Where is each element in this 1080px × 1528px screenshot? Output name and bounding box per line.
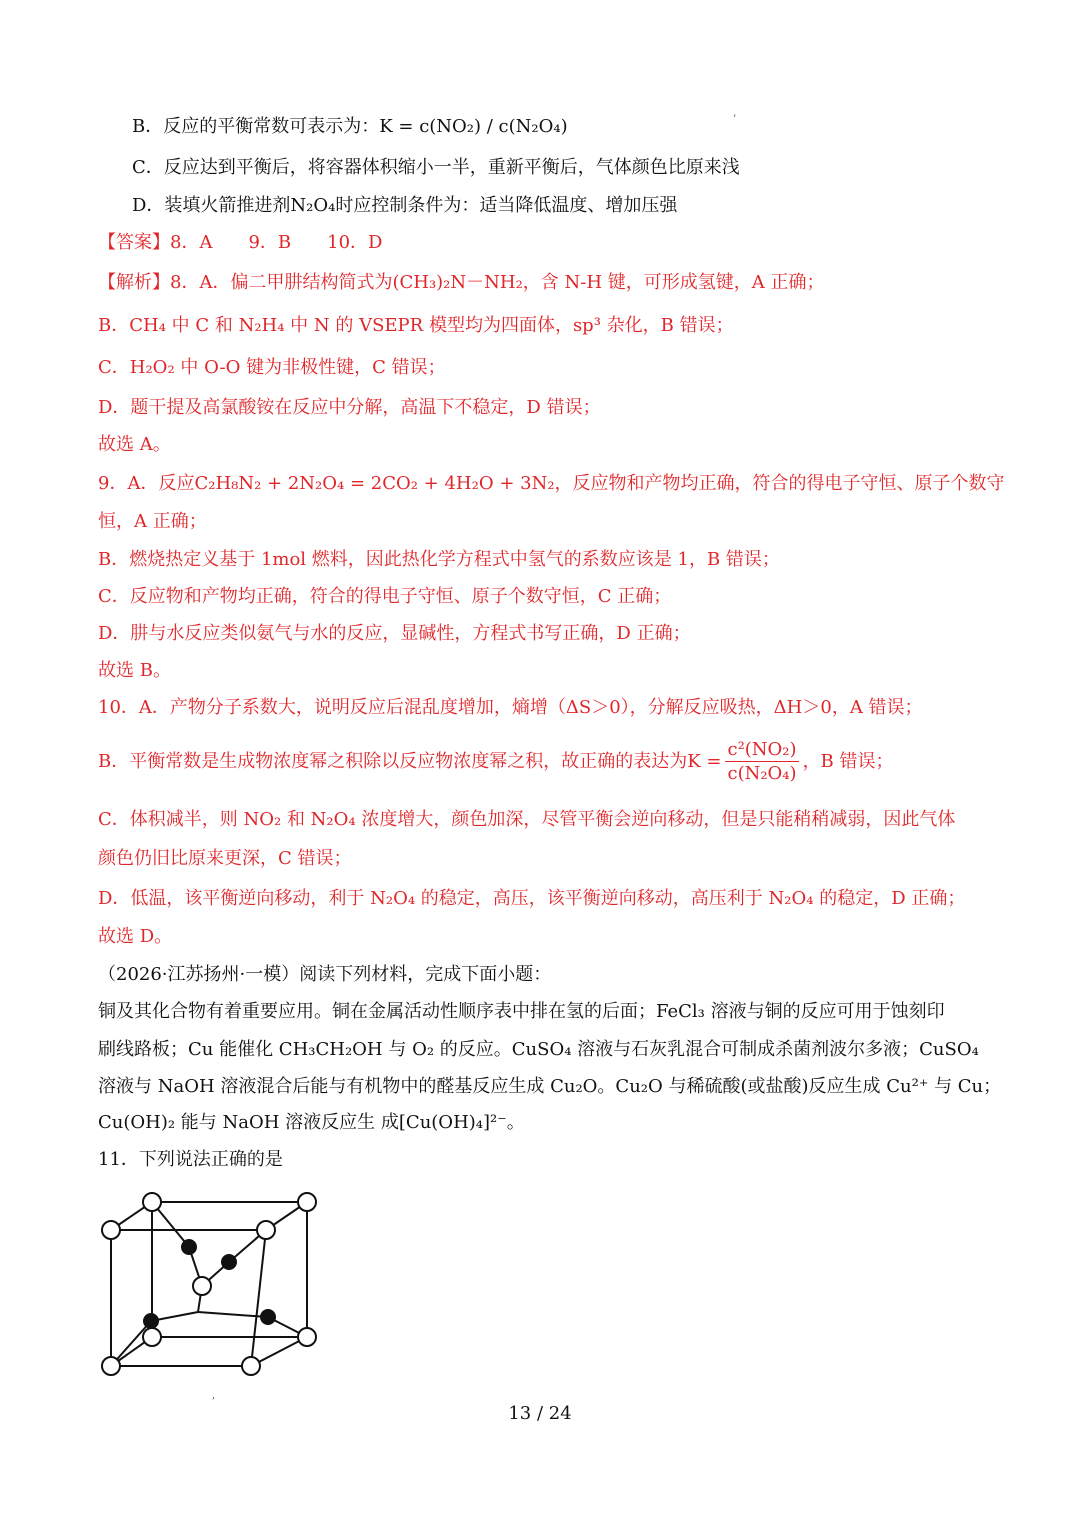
explain-10-d: D．低温，该平衡逆向移动，利于 N₂O₄ 的稳定，高压，该平衡逆向移动，高压利于 N₂O₄ 的稳定，D 正确；: [98, 888, 966, 909]
explain-9-d: D．肼与水反应类似氨气与水的反应，显碱性，方程式书写正确，D 正确；: [98, 623, 691, 644]
explain-8-d: D．题干提及高氯酸铵在反应中分解，高温下不稳定，D 错误；: [98, 397, 601, 418]
page-number: 13 / 24: [508, 1403, 572, 1424]
question-11: 11．下列说法正确的是: [98, 1149, 283, 1170]
explain-9-c: C．反应物和产物均正确，符合的得电子守恒、原子个数守恒，C 正确；: [98, 586, 672, 607]
explain-8-b: B．CH₄ 中 C 和 N₂H₄ 中 N 的 VSEPR 模型均为四面体，sp³ 杂化，B 错误；: [98, 315, 734, 336]
explain-10-c-line1: C．体积减半，则 NO₂ 和 N₂O₄ 浓度增大，颜色加深，尽管平衡会逆向移动，但是只能稍稍减弱，因此气体: [98, 809, 956, 830]
explain-10-select: 故选 D。: [98, 926, 173, 947]
explain-9-a-line2: 恒，A 正确；: [98, 511, 207, 532]
explain-10-b-tail: ，B 错误；: [802, 751, 894, 772]
explain-10-a: 10．A．产物分子系数大，说明反应后混乱度增加，熵增（ΔS＞0），分解反应吸热，ΔH＞0，A 错误；: [98, 697, 923, 718]
explain-9-a-line1: 9．A．反应C₂H₈N₂ + 2N₂O₄ = 2CO₂ + 4H₂O + 3N₂，反应物和产物均正确，符合的得电子守恒、原子个数守: [98, 473, 1005, 494]
material-line-1: 铜及其化合物有着重要应用。铜在金属活动性顺序表中排在氢的后面；FeCl₃ 溶液与铜的反应可用于蚀刻印: [98, 1001, 945, 1022]
explain-8-c: C．H₂O₂ 中 O-O 键为非极性键，C 错误；: [98, 357, 446, 378]
answer-line: 【答案】8．A 9．B 10．D: [98, 232, 383, 253]
explain-8-a: 【解析】8．A．偏二甲肼结构简式为(CH₃)₂N－NH₂，含 N-H 键，可形成氢键，A 正确；: [98, 272, 825, 293]
explain-8-select: 故选 A。: [98, 434, 171, 455]
white-atoms: [102, 1193, 316, 1375]
option-b: B．反应的平衡常数可表示为：K = c(NO₂) / c(N₂O₄): [132, 116, 568, 137]
material-line-2: 刷线路板；Cu 能催化 CH₃CH₂OH 与 O₂ 的反应。CuSO₄ 溶液与石灰乳混合可制成杀菌剂波尔多液；CuSO₄: [98, 1039, 979, 1060]
cu2o-unit-cell-diagram: [96, 1184, 326, 1384]
stray-mark: ’: [733, 114, 737, 125]
explain-9-b: B．燃烧热定义基于 1mol 燃料，因此热化学方程式中氢气的系数应该是 1，B 错误；: [98, 549, 780, 570]
option-d: D．装填火箭推进剂N₂O₄时应控制条件为：适当降低温度、增加压强: [132, 195, 678, 216]
fraction-denominator: c(N₂O₄): [727, 762, 797, 784]
explain-9-select: 故选 B。: [98, 660, 171, 681]
stray-mark-2: ,: [212, 1390, 216, 1401]
material-line-4: Cu(OH)₂ 能与 NaOH 溶液反应生 成[Cu(OH)₄]²⁻。: [98, 1112, 525, 1133]
explain-10-c-line2: 颜色仍旧比原来更深，C 错误；: [98, 848, 352, 869]
fraction-numerator: c²(NO₂): [727, 738, 797, 760]
explain-10-b: [98, 735, 984, 789]
equilibrium-fraction: [725, 739, 798, 786]
option-c: C．反应达到平衡后，将容器体积缩小一半，重新平衡后，气体颜色比原来浅: [132, 157, 740, 178]
explain-10-b-text: B．平衡常数是生成物浓度幂之积除以反应物浓度幂之积，故正确的表达为K =: [98, 751, 722, 772]
material-line-3: 溶液与 NaOH 溶液混合后能与有机物中的醛基反应生成 Cu₂O。Cu₂O 与稀硫酸(或盐酸)反应生成 Cu²⁺ 与 Cu；: [98, 1076, 1002, 1097]
source-line: （2026·江苏扬州·一模）阅读下列材料，完成下面小题：: [98, 964, 552, 985]
